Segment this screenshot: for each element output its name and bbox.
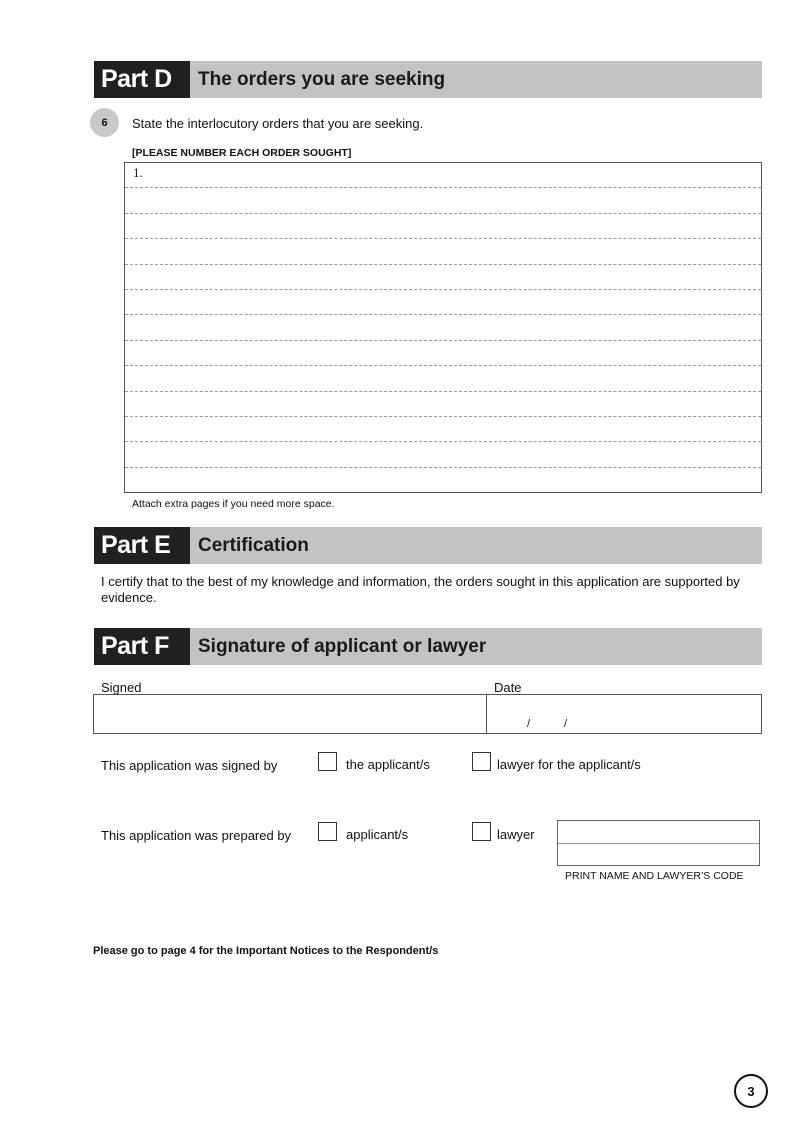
order-line[interactable] [125,214,761,239]
part-f-title: Signature of applicant or lawyer [198,635,487,657]
signed-by-applicant-label: the applicant/s [346,757,430,772]
order-line[interactable] [125,315,761,340]
prepared-by-lawyer-checkbox[interactable] [472,822,491,841]
name-code-divider [558,843,759,844]
prepared-by-applicant-label: applicant/s [346,827,409,842]
order-line[interactable] [125,290,761,315]
next-page-notice: Please go to page 4 for the Important Notices to the Respondent/s [93,945,439,957]
part-f-header [94,628,762,665]
part-f-label: Part F [94,628,190,665]
order-instruction: [PLEASE NUMBER EACH ORDER SOUGHT] [132,147,352,159]
prepared-by-lawyer-label: lawyer [497,827,535,842]
part-d-title: The orders you are seeking [198,68,446,90]
order-line[interactable] [125,417,761,442]
signed-by-lawyer-label: lawyer for the applicant/s [497,757,641,772]
signed-by-lawyer-checkbox[interactable] [472,752,491,771]
date-separator-2: / [564,718,568,730]
part-e-label: Part E [94,527,190,564]
signed-label: Signed [101,680,142,695]
signature-date-divider [486,694,487,734]
order-line[interactable] [125,239,761,264]
name-code-caption: PRINT NAME AND LAWYER’S CODE [565,870,744,882]
part-e-header [94,527,762,564]
certification-text: I certify that to the best of my knowledge and information, the orders sought in this application are supported by evidence. [101,574,740,605]
order-line[interactable] [125,265,761,290]
question-number-badge: 6 [90,108,119,137]
prepared-by-label: This application was prepared by [101,828,292,843]
signed-by-applicant-checkbox[interactable] [318,752,337,771]
order-line[interactable] [125,188,761,213]
part-d-header [94,61,762,98]
page-number: 3 [734,1074,768,1108]
lawyer-name-code-field[interactable] [557,820,760,866]
orders-input-area[interactable] [124,162,762,493]
date-field[interactable] [490,698,758,730]
date-separator-1: / [527,718,531,730]
order-line[interactable] [125,468,761,493]
attach-pages-note: Attach extra pages if you need more space. [132,498,335,510]
order-line[interactable]: 1. [125,163,761,188]
prepared-by-applicant-checkbox[interactable] [318,822,337,841]
part-d-label: Part D [94,61,190,98]
signed-by-label: This application was signed by [101,758,278,773]
order-line[interactable] [125,392,761,417]
question-text: State the interlocutory orders that you are seeking. [132,116,424,131]
order-line[interactable] [125,366,761,391]
date-label: Date [494,680,522,695]
order-line[interactable] [125,341,761,366]
part-e-title: Certification [198,534,309,556]
order-line[interactable] [125,442,761,467]
